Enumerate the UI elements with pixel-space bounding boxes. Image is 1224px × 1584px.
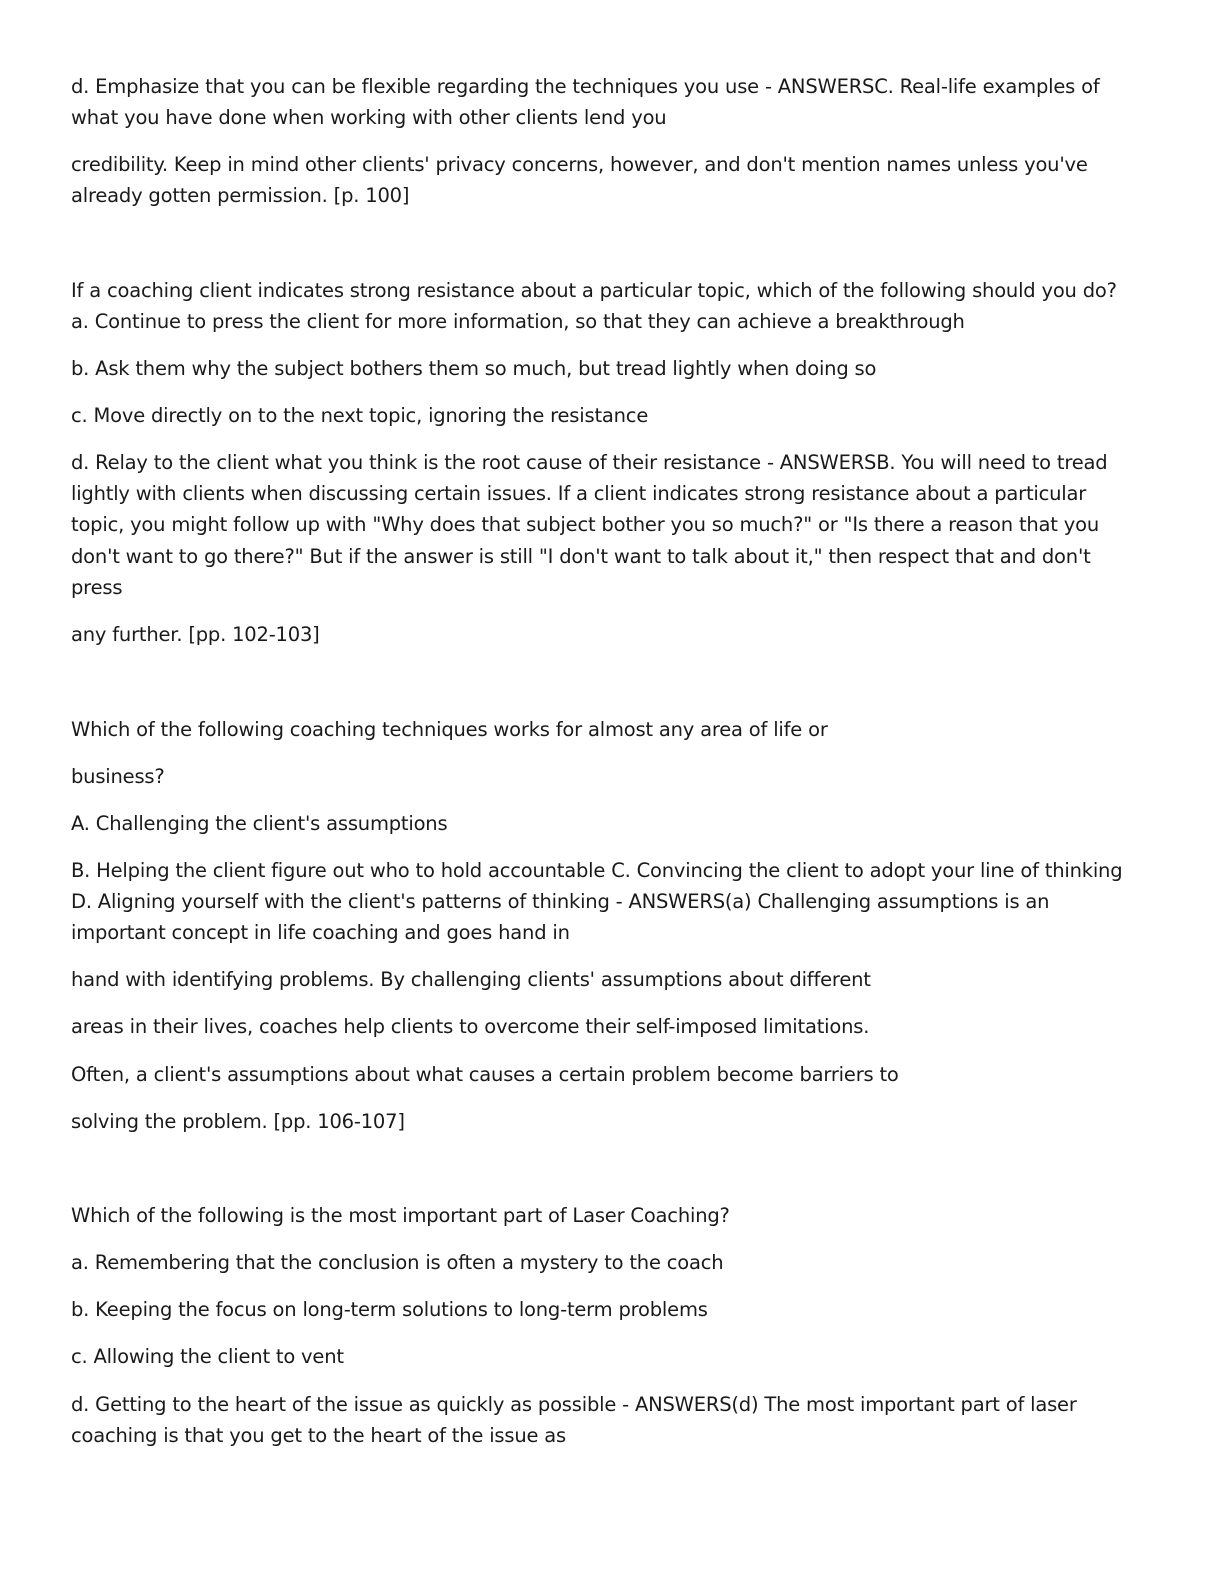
question-text: Which of the following is the most important part of Laser Coaching? <box>71 1204 730 1227</box>
option-text: A. Challenging the client's assumptions <box>71 812 448 835</box>
text-line: areas in their lives, coaches help clients to overcome their self-imposed limitations. <box>71 1015 870 1038</box>
text-line: Often, a client's assumptions about what causes a certain problem become barriers to <box>71 1063 899 1086</box>
text-line: topic, you might follow up with "Why does that subject bother you so much?" or "Is there a reason that you <box>71 513 1099 536</box>
text-line: any further. [pp. 102-103] <box>71 623 320 646</box>
option-text: a. Remembering that the conclusion is often a mystery to the coach <box>71 1251 724 1274</box>
text-line: hand with identifying problems. By challenging clients' assumptions about different <box>71 968 871 991</box>
question-text: If a coaching client indicates strong resistance about a particular topic, which of the following should you do? <box>71 279 1117 302</box>
text-line: what you have done when working with other clients lend you <box>71 106 667 129</box>
question-text: business? <box>71 765 165 788</box>
option-text: c. Allowing the client to vent <box>71 1345 344 1368</box>
text-line: already gotten permission. [p. 100] <box>71 184 410 207</box>
text-line: important concept in life coaching and goes hand in <box>71 921 570 944</box>
answer-text: d. Getting to the heart of the issue as quickly as possible - ANSWERS(d) The most important part of laser <box>71 1393 1077 1416</box>
answer-text: d. Relay to the client what you think is the root cause of their resistance - ANSWERSB. You will need to tread <box>71 451 1108 474</box>
text-line: don't want to go there?" But if the answer is still "I don't want to talk about it," then respect that and don't <box>71 545 1091 568</box>
text-line: solving the problem. [pp. 106-107] <box>71 1110 405 1133</box>
answer-text: D. Aligning yourself with the client's patterns of thinking - ANSWERS(a) Challenging assumptions is an <box>71 890 1050 913</box>
option-text: b. Ask them why the subject bothers them so much, but tread lightly when doing so <box>71 357 877 380</box>
option-text: b. Keeping the focus on long-term solutions to long-term problems <box>71 1298 708 1321</box>
text-line: coaching is that you get to the heart of the issue as <box>71 1424 566 1447</box>
option-text: a. Continue to press the client for more information, so that they can achieve a breakthrough <box>71 310 965 333</box>
question-text: Which of the following coaching techniques works for almost any area of life or <box>71 718 828 741</box>
option-text: B. Helping the client figure out who to hold accountable C. Convincing the client to adopt your line of thinking <box>71 859 1123 882</box>
text-line: press <box>71 576 123 599</box>
option-text: c. Move directly on to the next topic, ignoring the resistance <box>71 404 649 427</box>
text-line: credibility. Keep in mind other clients' privacy concerns, however, and don't mention names unless you've <box>71 153 1088 176</box>
text-line: d. Emphasize that you can be flexible regarding the techniques you use - ANSWERSC. Real-life examples of <box>71 75 1100 98</box>
text-line: lightly with clients when discussing certain issues. If a client indicates strong resistance about a particular <box>71 482 1087 505</box>
